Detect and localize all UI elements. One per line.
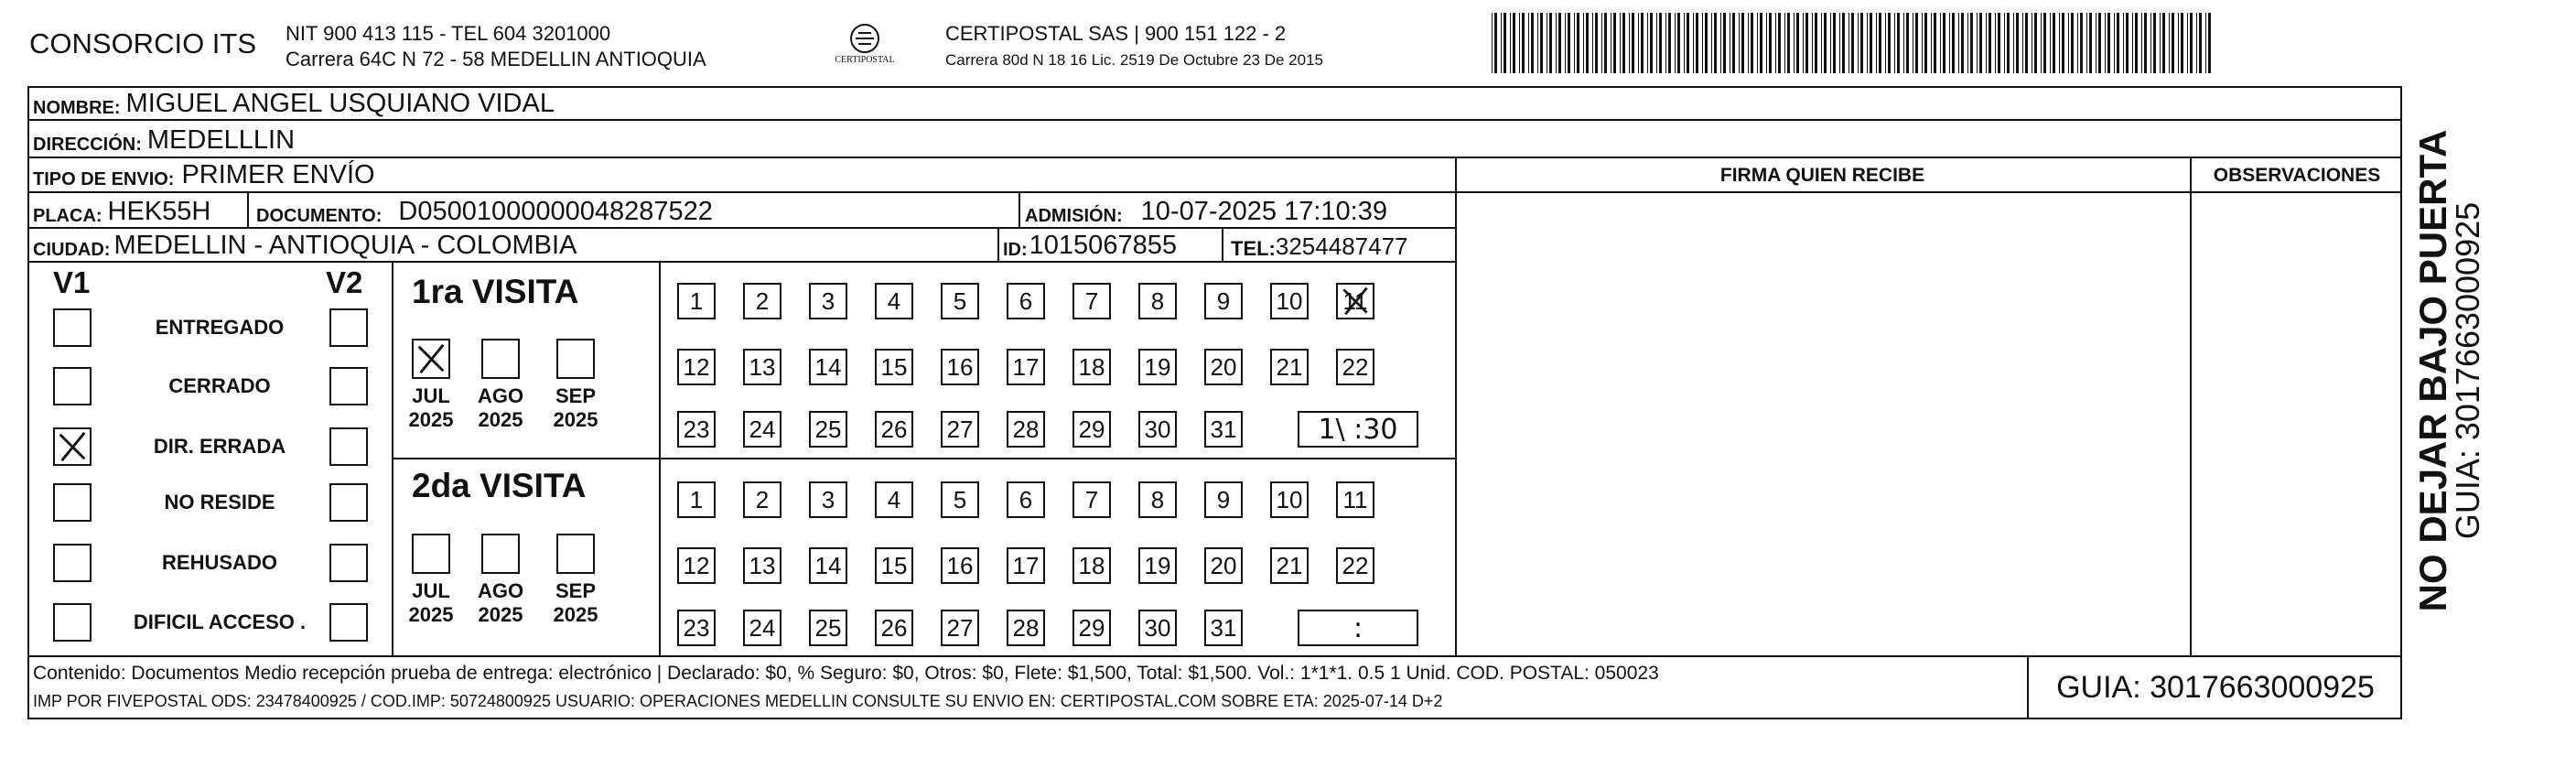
visit2-title: 2da VISITA: [412, 467, 587, 504]
v2-checkbox[interactable]: [329, 427, 368, 466]
day-cell[interactable]: [1007, 349, 1045, 385]
tel-label: TEL:: [1231, 237, 1276, 260]
day-number: 9: [1216, 485, 1231, 513]
day-number: 21: [1276, 352, 1303, 381]
day-cell[interactable]: [1336, 481, 1374, 518]
day-number: 31: [1210, 613, 1237, 642]
tel-value: 3254487477: [1275, 232, 1408, 260]
month-label: SEP: [555, 579, 597, 602]
day-number: 18: [1078, 551, 1105, 579]
day-cell[interactable]: [677, 481, 716, 518]
day-number: 1: [689, 485, 704, 513]
day-cell[interactable]: [875, 411, 913, 448]
year-label: 2025: [478, 603, 523, 626]
day-cell[interactable]: [875, 547, 913, 584]
documento-value: D05001000000048287522: [398, 197, 713, 226]
day-cell[interactable]: [743, 481, 781, 518]
time-field[interactable]: :: [1298, 610, 1418, 646]
status-option-label: REHUSADO: [162, 551, 277, 574]
day-cell[interactable]: [1270, 547, 1309, 584]
day-cell[interactable]: [1072, 283, 1111, 319]
day-cell[interactable]: [1204, 547, 1243, 584]
id-label: ID:: [1003, 240, 1028, 260]
day-cell[interactable]: [1007, 411, 1045, 448]
company-name: CONSORCIO ITS: [29, 27, 257, 59]
day-number: 25: [814, 415, 842, 443]
status-option-label: DIR. ERRADA: [153, 435, 286, 458]
tipo-row: [33, 157, 375, 190]
nombre-row: [33, 86, 555, 119]
day-cell[interactable]: [1204, 349, 1243, 385]
day-number: 3: [821, 485, 835, 513]
month-checkbox[interactable]: [481, 339, 520, 379]
day-cell[interactable]: [1138, 547, 1177, 584]
day-cell[interactable]: [1204, 481, 1243, 518]
day-number: 30: [1144, 613, 1171, 642]
day-number: 18: [1078, 352, 1105, 381]
v2-checkbox[interactable]: [329, 308, 368, 347]
day-number: 17: [1012, 551, 1040, 579]
day-number: 8: [1150, 485, 1165, 513]
day-number: 24: [749, 613, 776, 642]
direccion-value: MEDELLLIN: [146, 125, 296, 155]
day-number: 2: [755, 286, 770, 315]
day-cell[interactable]: [1072, 481, 1111, 518]
day-cell[interactable]: [743, 547, 781, 584]
day-cell[interactable]: [677, 283, 716, 319]
day-cell[interactable]: [1007, 481, 1045, 518]
day-number: 11: [1342, 286, 1368, 315]
logo-text: CERTIPOSTAL: [835, 55, 895, 65]
day-number: 29: [1078, 415, 1105, 443]
day-number: 27: [946, 415, 974, 443]
month-checkbox[interactable]: [412, 534, 450, 574]
day-number: 6: [1019, 485, 1033, 513]
day-cell[interactable]: [677, 610, 716, 646]
day-cell[interactable]: [809, 411, 847, 448]
observaciones-label: OBSERVACIONES: [2213, 165, 2381, 186]
month-label: AGO: [477, 579, 524, 602]
month-label: JUL: [412, 579, 450, 602]
tipo-value: PRIMER ENVÍO: [181, 160, 375, 189]
day-number: 20: [1210, 551, 1237, 579]
day-number: 26: [880, 613, 908, 642]
day-number: 24: [749, 415, 776, 443]
year-label: 2025: [553, 408, 598, 431]
day-cell[interactable]: [677, 411, 716, 448]
day-number: 17: [1012, 352, 1040, 381]
month-label: JUL: [412, 384, 450, 407]
day-cell[interactable]: [1138, 349, 1177, 385]
day-cell[interactable]: [1336, 547, 1374, 584]
status-option-label: DIFICIL ACCESO .: [133, 610, 307, 633]
id-row: [1003, 228, 1177, 261]
day-number: 10: [1276, 485, 1303, 513]
day-cell[interactable]: [875, 610, 913, 646]
day-number: 28: [1012, 415, 1040, 443]
day-cell[interactable]: [809, 481, 847, 518]
day-cell[interactable]: [1270, 283, 1309, 319]
carrier-name: CERTIPOSTAL SAS | 900 151 122 - 2: [945, 22, 1287, 45]
day-cell[interactable]: [1204, 610, 1243, 646]
day-cell[interactable]: [941, 547, 979, 584]
day-number: 12: [683, 551, 710, 579]
v1-checkbox[interactable]: [53, 603, 92, 642]
day-number: 25: [814, 613, 842, 642]
day-number: 28: [1012, 613, 1040, 642]
time-field[interactable]: 1\ :30: [1298, 411, 1418, 448]
v2-label: V2: [326, 265, 363, 299]
day-number: 20: [1210, 352, 1237, 381]
day-cell[interactable]: [743, 411, 781, 448]
day-cell[interactable]: [1270, 481, 1309, 518]
day-number: 19: [1144, 551, 1171, 579]
day-number: 14: [814, 352, 842, 381]
direccion-label: DIRECCIÓN:: [33, 135, 142, 155]
day-number: 12: [683, 352, 710, 381]
v2-checkbox[interactable]: [329, 544, 368, 582]
company-nit: NIT 900 413 115 - TEL 604 3201000: [286, 22, 611, 45]
day-number: 31: [1210, 415, 1237, 443]
v1-checkbox[interactable]: [53, 367, 92, 405]
month-checkbox[interactable]: [556, 339, 595, 379]
v1-checkbox[interactable]: [53, 544, 92, 582]
day-cell[interactable]: [875, 349, 913, 385]
day-cell[interactable]: [941, 283, 979, 319]
footer-imp: IMP POR FIVEPOSTAL ODS: 23478400925 / COD.IMP: 50724800925 USUARIO: OPERACIONES MEDELLIN CONSULTE SU ENVIO EN: CERTIPOSTAL.COM SOBRE ETA: 2025-07-14 D+2: [33, 692, 1443, 710]
day-cell[interactable]: [1138, 481, 1177, 518]
day-cell[interactable]: [1072, 547, 1111, 584]
day-number: 9: [1216, 286, 1231, 315]
day-cell[interactable]: [809, 547, 847, 584]
tipo-label: TIPO DE ENVIO:: [33, 169, 175, 189]
year-label: 2025: [553, 603, 598, 626]
day-number: 4: [887, 485, 901, 513]
day-number: 23: [683, 613, 710, 642]
day-number: 29: [1078, 613, 1105, 642]
day-cell[interactable]: [1007, 610, 1045, 646]
v2-checkbox[interactable]: [329, 603, 368, 642]
nombre-label: NOMBRE:: [33, 98, 121, 118]
day-number: 14: [814, 551, 842, 579]
side-guia-text: GUIA: 3017663000925: [2449, 201, 2486, 540]
admision-row: [1025, 192, 1387, 227]
day-number: 7: [1084, 485, 1099, 513]
day-number: 3: [821, 286, 835, 315]
day-number: 27: [946, 613, 974, 642]
day-number: 5: [953, 485, 967, 513]
day-number: 6: [1019, 286, 1033, 315]
day-cell[interactable]: [1007, 283, 1045, 319]
placa-label: PLACA:: [33, 206, 102, 226]
status-option-label: NO RESIDE: [164, 491, 275, 513]
placa-row: [33, 192, 210, 227]
day-number: 10: [1276, 286, 1303, 315]
day-number: 15: [880, 352, 908, 381]
firma-label: FIRMA QUIEN RECIBE: [1719, 165, 1925, 186]
v1-checkbox[interactable]: [53, 427, 92, 466]
day-cell[interactable]: [1336, 349, 1374, 385]
day-number: 19: [1144, 352, 1171, 381]
certipostal-logo: [828, 20, 901, 71]
footer-content: Contenido: Documentos Medio recepción prueba de entrega: electrónico | Declarado: $0, % Seguro: $0, Otros: $0, Flete: $1,500, Total: $1,500. Vol.: 1*1*1. 0.5 1 Unid. COD. POSTAL: 050023: [33, 663, 1659, 684]
day-number: 15: [880, 551, 908, 579]
day-number: 11: [1342, 485, 1368, 513]
side-text: [2407, 110, 2489, 632]
day-number: 1: [689, 286, 704, 315]
day-cell[interactable]: [1072, 411, 1111, 448]
day-number: 30: [1144, 415, 1171, 443]
day-cell[interactable]: [941, 610, 979, 646]
visit1-title: 1ra VISITA: [412, 273, 579, 310]
day-cell[interactable]: [1270, 349, 1309, 385]
v1-checkbox[interactable]: [53, 483, 92, 522]
day-cell[interactable]: [1138, 283, 1177, 319]
day-number: 13: [749, 352, 776, 381]
day-cell[interactable]: [677, 547, 716, 584]
day-number: 8: [1150, 286, 1165, 315]
day-number: 21: [1276, 551, 1303, 579]
day-cell[interactable]: [809, 610, 847, 646]
day-cell[interactable]: [1336, 283, 1374, 319]
v2-checkbox[interactable]: [329, 483, 368, 522]
day-cell[interactable]: [1007, 547, 1045, 584]
no-dejar-text: NO DEJAR BAJO PUERTA: [2411, 129, 2454, 612]
direccion-row: [33, 121, 295, 156]
v2-checkbox[interactable]: [329, 367, 368, 405]
documento-row: [256, 192, 713, 227]
day-cell[interactable]: [743, 349, 781, 385]
month-checkbox[interactable]: [481, 534, 520, 574]
day-number: 26: [880, 415, 908, 443]
admision-value: 10-07-2025 17:10:39: [1140, 197, 1387, 226]
day-number: 16: [946, 551, 974, 579]
day-cell[interactable]: [1138, 411, 1177, 448]
month-label: AGO: [477, 384, 524, 407]
ciudad-value: MEDELLIN - ANTIOQUIA - COLOMBIA: [113, 231, 577, 260]
month-label: SEP: [555, 384, 597, 407]
documento-label: DOCUMENTO:: [256, 206, 383, 226]
barcode: [1492, 13, 2215, 73]
day-number: 22: [1342, 551, 1369, 579]
placa-value: HEK55H: [107, 197, 211, 226]
status-option-label: ENTREGADO: [155, 316, 285, 339]
v1-label: V1: [53, 265, 91, 299]
day-number: 16: [946, 352, 974, 381]
day-cell[interactable]: [941, 481, 979, 518]
day-cell[interactable]: [677, 349, 716, 385]
day-cell[interactable]: [1204, 411, 1243, 448]
month-checkbox[interactable]: [556, 534, 595, 574]
admision-label: ADMISIÓN:: [1025, 206, 1123, 226]
id-value: 1015067855: [1029, 231, 1177, 260]
day-number: 13: [749, 551, 776, 579]
company-address: Carrera 64C N 72 - 58 MEDELLIN ANTIOQUIA: [286, 48, 706, 70]
day-cell[interactable]: [875, 481, 913, 518]
day-cell[interactable]: [743, 283, 781, 319]
day-number: 22: [1342, 352, 1369, 381]
tel-row: [1231, 228, 1408, 261]
day-cell[interactable]: [1204, 283, 1243, 319]
month-checkbox[interactable]: [412, 339, 450, 379]
day-number: 5: [953, 286, 967, 315]
day-cell[interactable]: [809, 283, 847, 319]
day-cell[interactable]: [941, 411, 979, 448]
carrier-address: Carrera 80d N 18 16 Lic. 2519 De Octubre 23 De 2015: [945, 51, 1323, 69]
day-cell[interactable]: [1138, 610, 1177, 646]
year-label: 2025: [408, 603, 454, 626]
day-number: 4: [887, 286, 901, 315]
day-cell[interactable]: [743, 610, 781, 646]
day-cell[interactable]: [1072, 349, 1111, 385]
day-number: 2: [755, 485, 770, 513]
day-cell[interactable]: [809, 349, 847, 385]
year-label: 2025: [478, 408, 523, 431]
v1-checkbox[interactable]: [53, 308, 92, 347]
day-cell[interactable]: [1072, 610, 1111, 646]
ciudad-label: CIUDAD:: [33, 240, 111, 260]
nombre-value: MIGUEL ANGEL USQUIANO VIDAL: [125, 89, 555, 118]
year-label: 2025: [408, 408, 454, 431]
ciudad-row: [33, 228, 577, 261]
footer-guia: GUIA: 3017663000925: [2056, 669, 2375, 705]
status-option-label: CERRADO: [168, 374, 271, 397]
day-cell[interactable]: [875, 283, 913, 319]
day-number: 7: [1084, 286, 1099, 315]
day-cell[interactable]: [941, 349, 979, 385]
day-number: 23: [683, 415, 710, 443]
